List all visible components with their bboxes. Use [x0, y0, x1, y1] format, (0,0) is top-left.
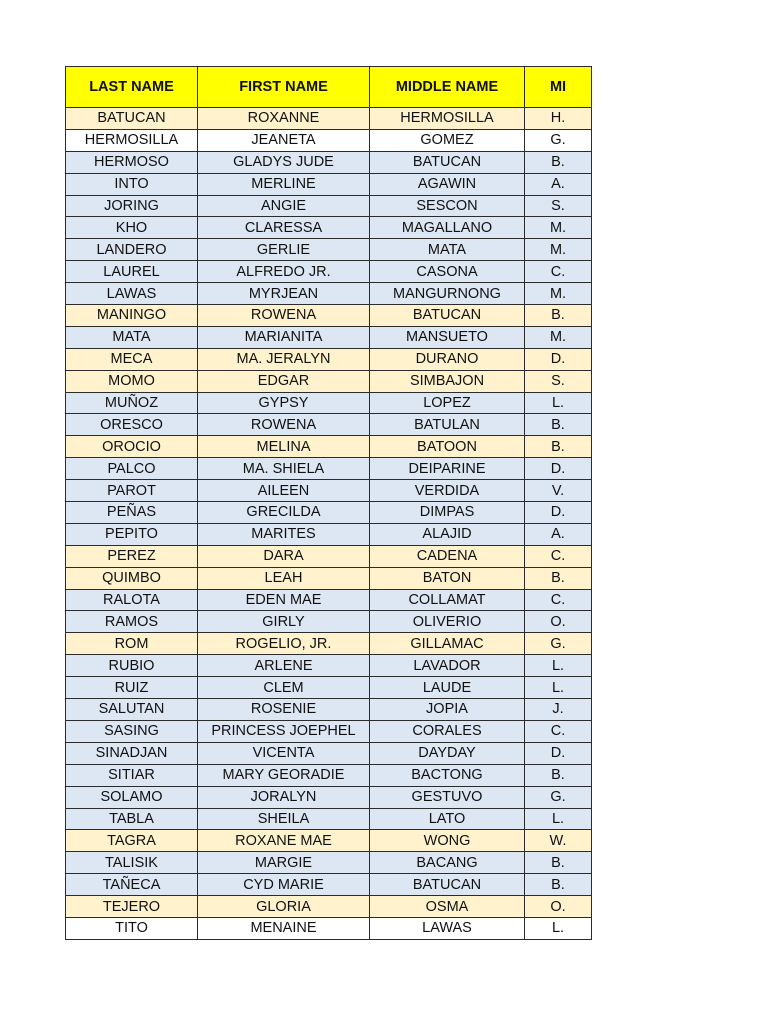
cell-mi: L. — [525, 655, 592, 677]
table-row — [66, 195, 592, 217]
cell-mi: B. — [525, 151, 592, 173]
cell-first-name: ANGIE — [198, 195, 370, 217]
cell-mi: B. — [525, 305, 592, 327]
cell-middle-name: HERMOSILLA — [370, 108, 525, 130]
cell-middle-name: OLIVERIO — [370, 611, 525, 633]
cell-last-name: KHO — [66, 217, 198, 239]
cell-middle-name: BATON — [370, 567, 525, 589]
cell-last-name: SITIAR — [66, 764, 198, 786]
cell-middle-name: AGAWIN — [370, 173, 525, 195]
cell-first-name: SHEILA — [198, 808, 370, 830]
cell-middle-name: OSMA — [370, 896, 525, 918]
cell-mi: O. — [525, 611, 592, 633]
cell-last-name: MATA — [66, 326, 198, 348]
table-row — [66, 436, 592, 458]
cell-middle-name: MATA — [370, 239, 525, 261]
table-row — [66, 742, 592, 764]
table-row — [66, 874, 592, 896]
cell-last-name: HERMOSILLA — [66, 129, 198, 151]
table-row — [66, 108, 592, 130]
table-row — [66, 502, 592, 524]
cell-middle-name: MAGALLANO — [370, 217, 525, 239]
cell-middle-name: CORALES — [370, 720, 525, 742]
cell-last-name: PEREZ — [66, 545, 198, 567]
cell-mi: A. — [525, 173, 592, 195]
cell-middle-name: CASONA — [370, 261, 525, 283]
cell-mi: O. — [525, 896, 592, 918]
table-row — [66, 567, 592, 589]
cell-mi: M. — [525, 217, 592, 239]
cell-first-name: GIRLY — [198, 611, 370, 633]
cell-mi: B. — [525, 436, 592, 458]
table-row — [66, 589, 592, 611]
cell-first-name: GYPSY — [198, 392, 370, 414]
cell-mi: S. — [525, 195, 592, 217]
cell-last-name: TEJERO — [66, 896, 198, 918]
table-row — [66, 611, 592, 633]
cell-middle-name: DAYDAY — [370, 742, 525, 764]
cell-first-name: ALFREDO JR. — [198, 261, 370, 283]
cell-last-name: TABLA — [66, 808, 198, 830]
cell-first-name: DARA — [198, 545, 370, 567]
cell-mi: L. — [525, 808, 592, 830]
cell-mi: C. — [525, 545, 592, 567]
cell-last-name: MANINGO — [66, 305, 198, 327]
cell-last-name: LAUREL — [66, 261, 198, 283]
cell-middle-name: BATUCAN — [370, 874, 525, 896]
cell-first-name: VICENTA — [198, 742, 370, 764]
cell-first-name: ROSENIE — [198, 699, 370, 721]
cell-middle-name: SIMBAJON — [370, 370, 525, 392]
table-row — [66, 239, 592, 261]
cell-first-name: GLADYS JUDE — [198, 151, 370, 173]
cell-middle-name: WONG — [370, 830, 525, 852]
cell-last-name: MECA — [66, 348, 198, 370]
table-row — [66, 633, 592, 655]
cell-first-name: CLEM — [198, 677, 370, 699]
table-row — [66, 261, 592, 283]
cell-first-name: CYD MARIE — [198, 874, 370, 896]
table-row — [66, 480, 592, 502]
table-row — [66, 217, 592, 239]
cell-last-name: MUÑOZ — [66, 392, 198, 414]
table-row — [66, 392, 592, 414]
cell-last-name: ORESCO — [66, 414, 198, 436]
cell-middle-name: GESTUVO — [370, 786, 525, 808]
table-row — [66, 129, 592, 151]
cell-mi: D. — [525, 502, 592, 524]
cell-mi: L. — [525, 677, 592, 699]
cell-middle-name: BATUCAN — [370, 305, 525, 327]
cell-first-name: ROGELIO, JR. — [198, 633, 370, 655]
cell-last-name: QUIMBO — [66, 567, 198, 589]
table-row — [66, 677, 592, 699]
table-row — [66, 808, 592, 830]
cell-middle-name: DIMPAS — [370, 502, 525, 524]
cell-last-name: SOLAMO — [66, 786, 198, 808]
cell-first-name: JEANETA — [198, 129, 370, 151]
cell-first-name: GRECILDA — [198, 502, 370, 524]
cell-mi: H. — [525, 108, 592, 130]
cell-mi: D. — [525, 458, 592, 480]
table-row — [66, 305, 592, 327]
cell-last-name: LAWAS — [66, 283, 198, 305]
cell-first-name: GERLIE — [198, 239, 370, 261]
table-row — [66, 720, 592, 742]
cell-mi: G. — [525, 786, 592, 808]
cell-middle-name: MANGURNONG — [370, 283, 525, 305]
cell-middle-name: COLLAMAT — [370, 589, 525, 611]
cell-first-name: ROWENA — [198, 414, 370, 436]
cell-mi: J. — [525, 699, 592, 721]
cell-middle-name: GOMEZ — [370, 129, 525, 151]
cell-last-name: INTO — [66, 173, 198, 195]
cell-first-name: EDGAR — [198, 370, 370, 392]
cell-middle-name: MANSUETO — [370, 326, 525, 348]
cell-first-name: MARY GEORADIE — [198, 764, 370, 786]
cell-mi: C. — [525, 589, 592, 611]
cell-first-name: MA. SHIELA — [198, 458, 370, 480]
table-row — [66, 917, 592, 939]
cell-last-name: RUIZ — [66, 677, 198, 699]
cell-middle-name: GILLAMAC — [370, 633, 525, 655]
table-row — [66, 458, 592, 480]
cell-first-name: MARITES — [198, 523, 370, 545]
table-row — [66, 326, 592, 348]
cell-last-name: TALISIK — [66, 852, 198, 874]
cell-last-name: RALOTA — [66, 589, 198, 611]
cell-last-name: TAÑECA — [66, 874, 198, 896]
cell-first-name: ARLENE — [198, 655, 370, 677]
table-row — [66, 699, 592, 721]
header-row — [66, 67, 592, 108]
cell-last-name: PEÑAS — [66, 502, 198, 524]
cell-last-name: PAROT — [66, 480, 198, 502]
table-row — [66, 852, 592, 874]
cell-middle-name: LAVADOR — [370, 655, 525, 677]
cell-first-name: GLORIA — [198, 896, 370, 918]
cell-mi: W. — [525, 830, 592, 852]
cell-last-name: RAMOS — [66, 611, 198, 633]
cell-middle-name: BACTONG — [370, 764, 525, 786]
cell-mi: C. — [525, 720, 592, 742]
cell-middle-name: LAWAS — [370, 917, 525, 939]
cell-first-name: MA. JERALYN — [198, 348, 370, 370]
cell-middle-name: BACANG — [370, 852, 525, 874]
cell-mi: S. — [525, 370, 592, 392]
cell-middle-name: CADENA — [370, 545, 525, 567]
cell-mi: A. — [525, 523, 592, 545]
table-header — [66, 67, 592, 108]
table-row — [66, 173, 592, 195]
cell-mi: B. — [525, 852, 592, 874]
table-row — [66, 545, 592, 567]
cell-last-name: LANDERO — [66, 239, 198, 261]
cell-mi: G. — [525, 129, 592, 151]
cell-middle-name: BATULAN — [370, 414, 525, 436]
table-row — [66, 283, 592, 305]
cell-mi: M. — [525, 283, 592, 305]
cell-last-name: JORING — [66, 195, 198, 217]
cell-middle-name: BATUCAN — [370, 151, 525, 173]
cell-mi: D. — [525, 742, 592, 764]
cell-last-name: BATUCAN — [66, 108, 198, 130]
cell-first-name: ROXANE MAE — [198, 830, 370, 852]
cell-first-name: MYRJEAN — [198, 283, 370, 305]
cell-first-name: ROWENA — [198, 305, 370, 327]
cell-first-name: CLARESSA — [198, 217, 370, 239]
cell-mi: L. — [525, 917, 592, 939]
cell-first-name: MELINA — [198, 436, 370, 458]
cell-last-name: TAGRA — [66, 830, 198, 852]
cell-last-name: SASING — [66, 720, 198, 742]
cell-last-name: OROCIO — [66, 436, 198, 458]
cell-middle-name: ALAJID — [370, 523, 525, 545]
cell-mi: B. — [525, 764, 592, 786]
table-row — [66, 655, 592, 677]
cell-mi: M. — [525, 239, 592, 261]
cell-last-name: TITO — [66, 917, 198, 939]
header-first-name: FIRST NAME — [198, 67, 370, 108]
cell-first-name: MENAINE — [198, 917, 370, 939]
cell-last-name: PEPITO — [66, 523, 198, 545]
cell-mi: D. — [525, 348, 592, 370]
cell-first-name: LEAH — [198, 567, 370, 589]
cell-last-name: ROM — [66, 633, 198, 655]
cell-mi: B. — [525, 567, 592, 589]
cell-first-name: MARIANITA — [198, 326, 370, 348]
cell-middle-name: DURANO — [370, 348, 525, 370]
table-row — [66, 414, 592, 436]
table-row — [66, 764, 592, 786]
cell-mi: B. — [525, 874, 592, 896]
cell-middle-name: LATO — [370, 808, 525, 830]
cell-first-name: ROXANNE — [198, 108, 370, 130]
table-row — [66, 896, 592, 918]
table-row — [66, 523, 592, 545]
cell-last-name: HERMOSO — [66, 151, 198, 173]
cell-last-name: MOMO — [66, 370, 198, 392]
cell-middle-name: BATOON — [370, 436, 525, 458]
table-row — [66, 370, 592, 392]
cell-first-name: MARGIE — [198, 852, 370, 874]
cell-last-name: RUBIO — [66, 655, 198, 677]
cell-last-name: SINADJAN — [66, 742, 198, 764]
cell-middle-name: SESCON — [370, 195, 525, 217]
cell-last-name: SALUTAN — [66, 699, 198, 721]
cell-mi: V. — [525, 480, 592, 502]
cell-first-name: JORALYN — [198, 786, 370, 808]
table-row — [66, 830, 592, 852]
cell-middle-name: LOPEZ — [370, 392, 525, 414]
table-row — [66, 786, 592, 808]
cell-mi: M. — [525, 326, 592, 348]
header-middle-name: MIDDLE NAME — [370, 67, 525, 108]
cell-middle-name: LAUDE — [370, 677, 525, 699]
cell-last-name: PALCO — [66, 458, 198, 480]
cell-middle-name: JOPIA — [370, 699, 525, 721]
cell-mi: B. — [525, 414, 592, 436]
cell-middle-name: VERDIDA — [370, 480, 525, 502]
table-body — [66, 108, 592, 940]
header-mi: MI — [525, 67, 592, 108]
cell-mi: G. — [525, 633, 592, 655]
cell-first-name: PRINCESS JOEPHEL — [198, 720, 370, 742]
cell-mi: C. — [525, 261, 592, 283]
cell-first-name: EDEN MAE — [198, 589, 370, 611]
roster-table — [65, 66, 592, 940]
table-row — [66, 151, 592, 173]
cell-first-name: AILEEN — [198, 480, 370, 502]
header-last-name: LAST NAME — [66, 67, 198, 108]
cell-first-name: MERLINE — [198, 173, 370, 195]
cell-middle-name: DEIPARINE — [370, 458, 525, 480]
table-row — [66, 348, 592, 370]
cell-mi: L. — [525, 392, 592, 414]
